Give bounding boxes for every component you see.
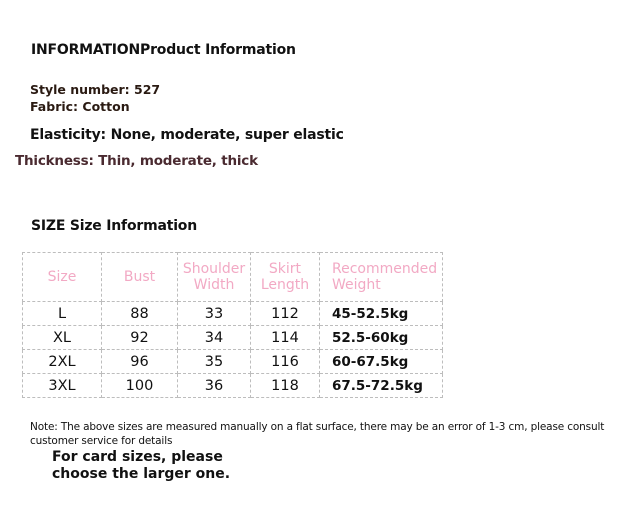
cell-shoulder: 33 [178,302,251,326]
table-row [23,302,443,326]
cell-size: 2XL [23,350,102,374]
cell-bust: 92 [102,326,178,350]
thickness-text: Thickness: Thin, moderate, thick [15,153,258,169]
cell-bust: 88 [102,302,178,326]
cell-skirt: 116 [251,350,320,374]
table-row [23,326,443,350]
table-row [23,350,443,374]
size-table-header-row [23,253,443,302]
cell-shoulder: 35 [178,350,251,374]
header-size: Size [23,253,102,302]
cell-shoulder: 36 [178,374,251,398]
fabric-text: Fabric: Cotton [30,99,130,114]
cell-skirt: 114 [251,326,320,350]
cell-size: L [23,302,102,326]
header-recommended-weight: Recommended Weight [320,253,443,302]
cell-size: 3XL [23,374,102,398]
cell-weight: 52.5-60kg [320,326,443,350]
cell-skirt: 118 [251,374,320,398]
style-number-text: Style number: 527 [30,82,161,97]
cell-skirt: 112 [251,302,320,326]
table-row [23,374,443,398]
size-table [22,252,443,398]
cell-weight: 45-52.5kg [320,302,443,326]
cell-bust: 96 [102,350,178,374]
card-size-tip: For card sizes, please choose the larger one. [52,449,231,482]
cell-size: XL [23,326,102,350]
header-bust: Bust [102,253,178,302]
header-skirt-length: Skirt Length [251,253,320,302]
measurement-note: Note: The above sizes are measured manually on a flat surface, there may be an error of 1-3 cm, please consult customer service for details [30,421,605,447]
cell-bust: 100 [102,374,178,398]
elasticity-text: Elasticity: None, moderate, super elastic [30,127,344,143]
product-information-heading: INFORMATIONProduct Information [31,42,296,58]
header-shoulder-width: Shoulder Width [178,253,251,302]
cell-weight: 60-67.5kg [320,350,443,374]
size-information-heading: SIZE Size Information [31,218,197,234]
cell-weight: 67.5-72.5kg [320,374,443,398]
cell-shoulder: 34 [178,326,251,350]
